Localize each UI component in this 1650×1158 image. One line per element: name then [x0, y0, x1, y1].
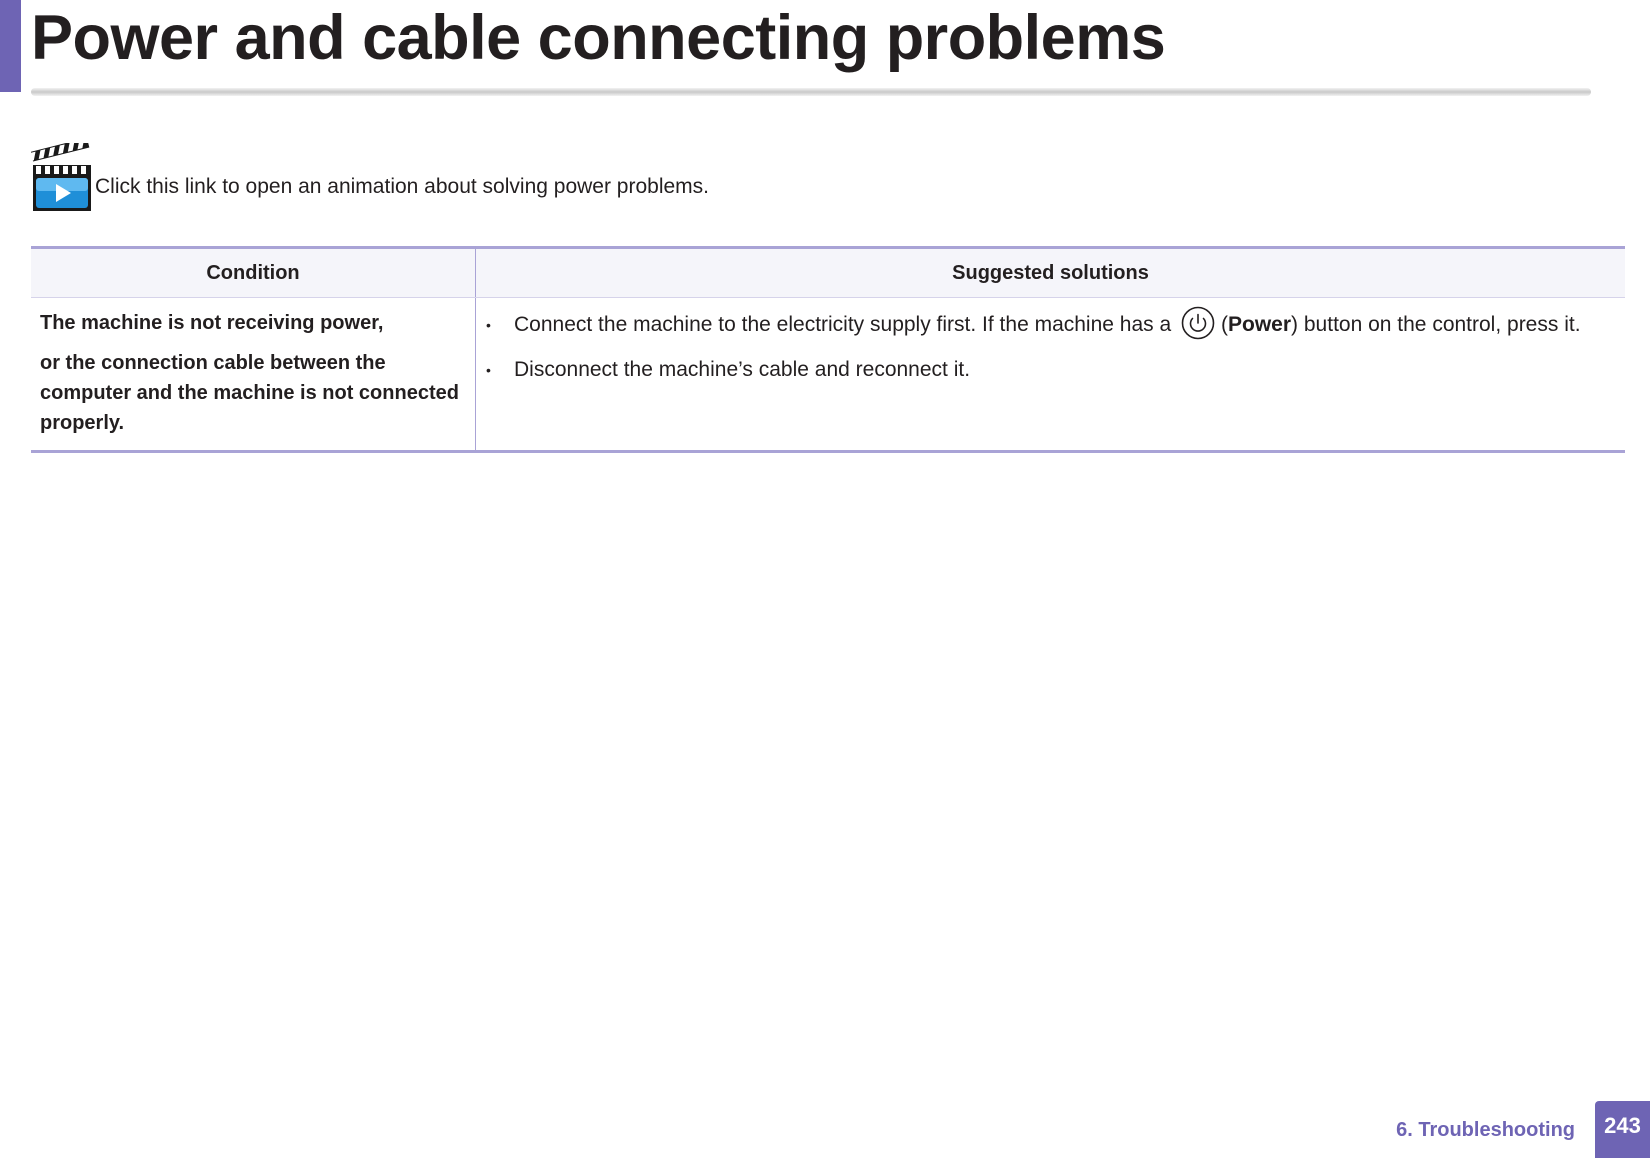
table-row — [31, 298, 1625, 452]
solution-text: ) button on the control, press it. — [1291, 313, 1581, 336]
animation-link[interactable] — [31, 143, 709, 213]
solutions-list — [486, 310, 1615, 385]
page-number: 243 — [1595, 1101, 1650, 1158]
power-label: Power — [1228, 313, 1292, 336]
solutions-header: Suggested solutions — [476, 248, 1626, 298]
solution-text: Connect the machine to the electricity supply first. If the machine has a — [514, 313, 1172, 336]
condition-header: Condition — [31, 248, 476, 298]
list-item — [486, 355, 1615, 385]
troubleshooting-table — [31, 246, 1625, 453]
page-title: Power and cable connecting problems — [31, 3, 1166, 73]
solution-text: Disconnect the machine’s cable and reconnect it. — [514, 358, 971, 382]
footer-section-title: 6. Troubleshooting — [1396, 1119, 1575, 1141]
page-footer — [1396, 1101, 1650, 1158]
title-accent-bar — [0, 0, 21, 92]
bullet: • — [486, 362, 491, 379]
condition-text: The machine is not receiving power, — [40, 312, 384, 334]
solution-text: ( — [1221, 313, 1229, 336]
condition-text: or the connection cable between the computer and the machine is not connected properly. — [40, 352, 459, 434]
solutions-cell — [476, 298, 1626, 452]
power-button-icon — [1181, 306, 1215, 340]
title-divider — [31, 88, 1591, 96]
clapperboard-video-icon[interactable] — [31, 143, 93, 213]
list-item — [486, 310, 1615, 340]
table-header-row — [31, 248, 1625, 298]
animation-link-text[interactable]: Click this link to open an animation about solving power problems. — [95, 175, 709, 198]
bullet: • — [486, 317, 491, 333]
condition-cell — [31, 298, 476, 452]
